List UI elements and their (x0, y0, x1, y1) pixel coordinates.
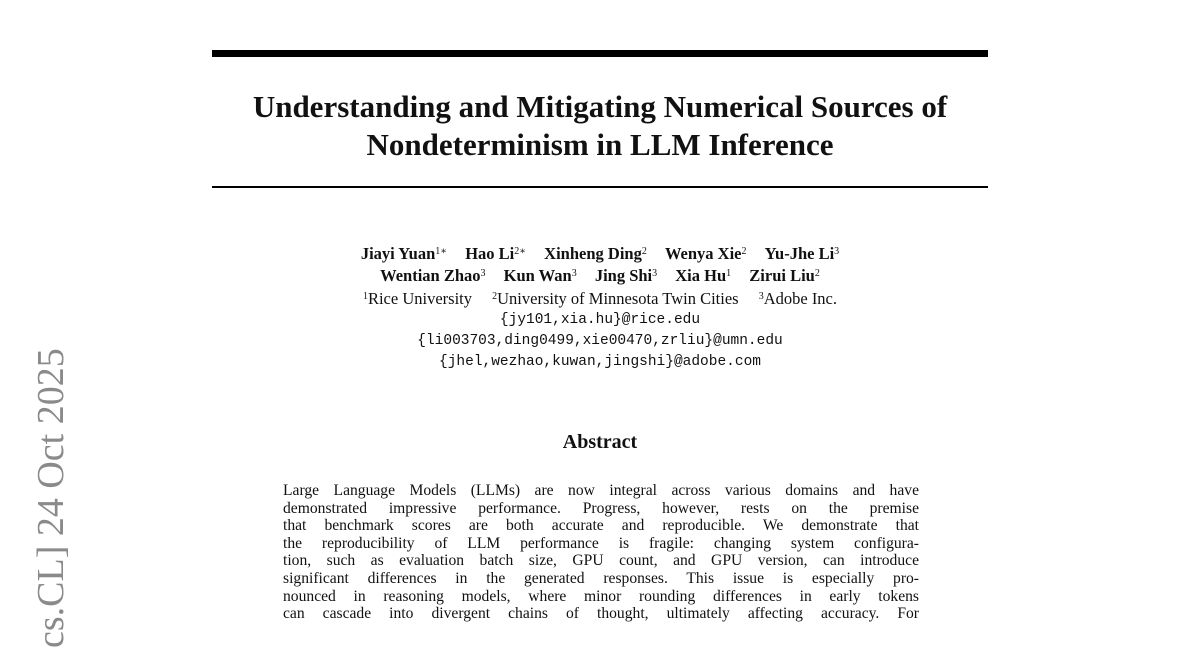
affiliation: $^2$University of Minnesota Twin Cities (492, 289, 739, 308)
title-rule-top (212, 50, 988, 57)
abstract-line: significant differences in the generated responses. This issue is especially pro- (283, 569, 919, 587)
author: Zirui Liu$^2$ (749, 266, 820, 285)
email-line: {li003703,ding0499,xie00470,zrliu}@umn.edu (417, 333, 783, 349)
abstract-line: nounced in reasoning models, where minor rounding differences in early tokens (283, 587, 919, 605)
author: Jing Shi$^3$ (594, 266, 658, 285)
abstract-line: that benchmark scores are both accurate and reproducible. We demonstrate that (283, 517, 919, 535)
author-line (212, 243, 988, 265)
title-line: Understanding and Mitigating Numerical Sources of (252, 89, 948, 124)
author: Wenya Xie$^2$ (664, 244, 747, 263)
affiliation: $^3$Adobe Inc. (758, 289, 838, 308)
email-list (212, 310, 988, 373)
author: Wentian Zhao$^3$ (380, 266, 486, 285)
affiliation: $^1$Rice University (362, 289, 472, 308)
abstract-body (283, 482, 919, 623)
abstract-heading: Abstract (562, 431, 638, 453)
email-line: {jy101,xia.hu}@rice.edu (499, 312, 701, 328)
author: Xia Hu$^1$ (675, 266, 732, 285)
author: Hao $Li^{2∗}$ (465, 244, 527, 263)
author: Xinheng Ding$^2$ (544, 244, 647, 263)
affiliations (212, 288, 988, 310)
author-line (212, 265, 988, 287)
author: Jiayi Yuan$^{1∗}$ (360, 244, 448, 263)
author: Kun Wan$^3$ (503, 266, 577, 285)
email-line: {jhel,wezhao,kuwan,jingshi}@adobe.com (439, 354, 761, 370)
abstract-line: can cascade into divergent chains of thought, ultimately affecting accuracy. For (283, 605, 919, 623)
author: Yu-Jhe Li$^3$ (764, 244, 840, 263)
title-line: Nondeterminism in LLM Inference (366, 127, 834, 162)
abstract-line: tion, such as evaluation batch size, GPU count, and GPU version, can introduce (283, 552, 919, 570)
author-list (212, 243, 988, 287)
title-rule-bottom (212, 186, 988, 188)
paper-title (212, 88, 988, 164)
abstract-line: the reproducibility of LLM performance is fragile: changing system configura- (283, 534, 919, 552)
arxiv-sidebar-stamp: cs.CL] 24 Oct 2025 (30, 348, 72, 648)
abstract-line: Large Language Models (LLMs) are now integral across various domains and have (283, 482, 919, 499)
abstract-line: demonstrated impressive performance. Progress, however, rests on the premise (283, 499, 919, 517)
